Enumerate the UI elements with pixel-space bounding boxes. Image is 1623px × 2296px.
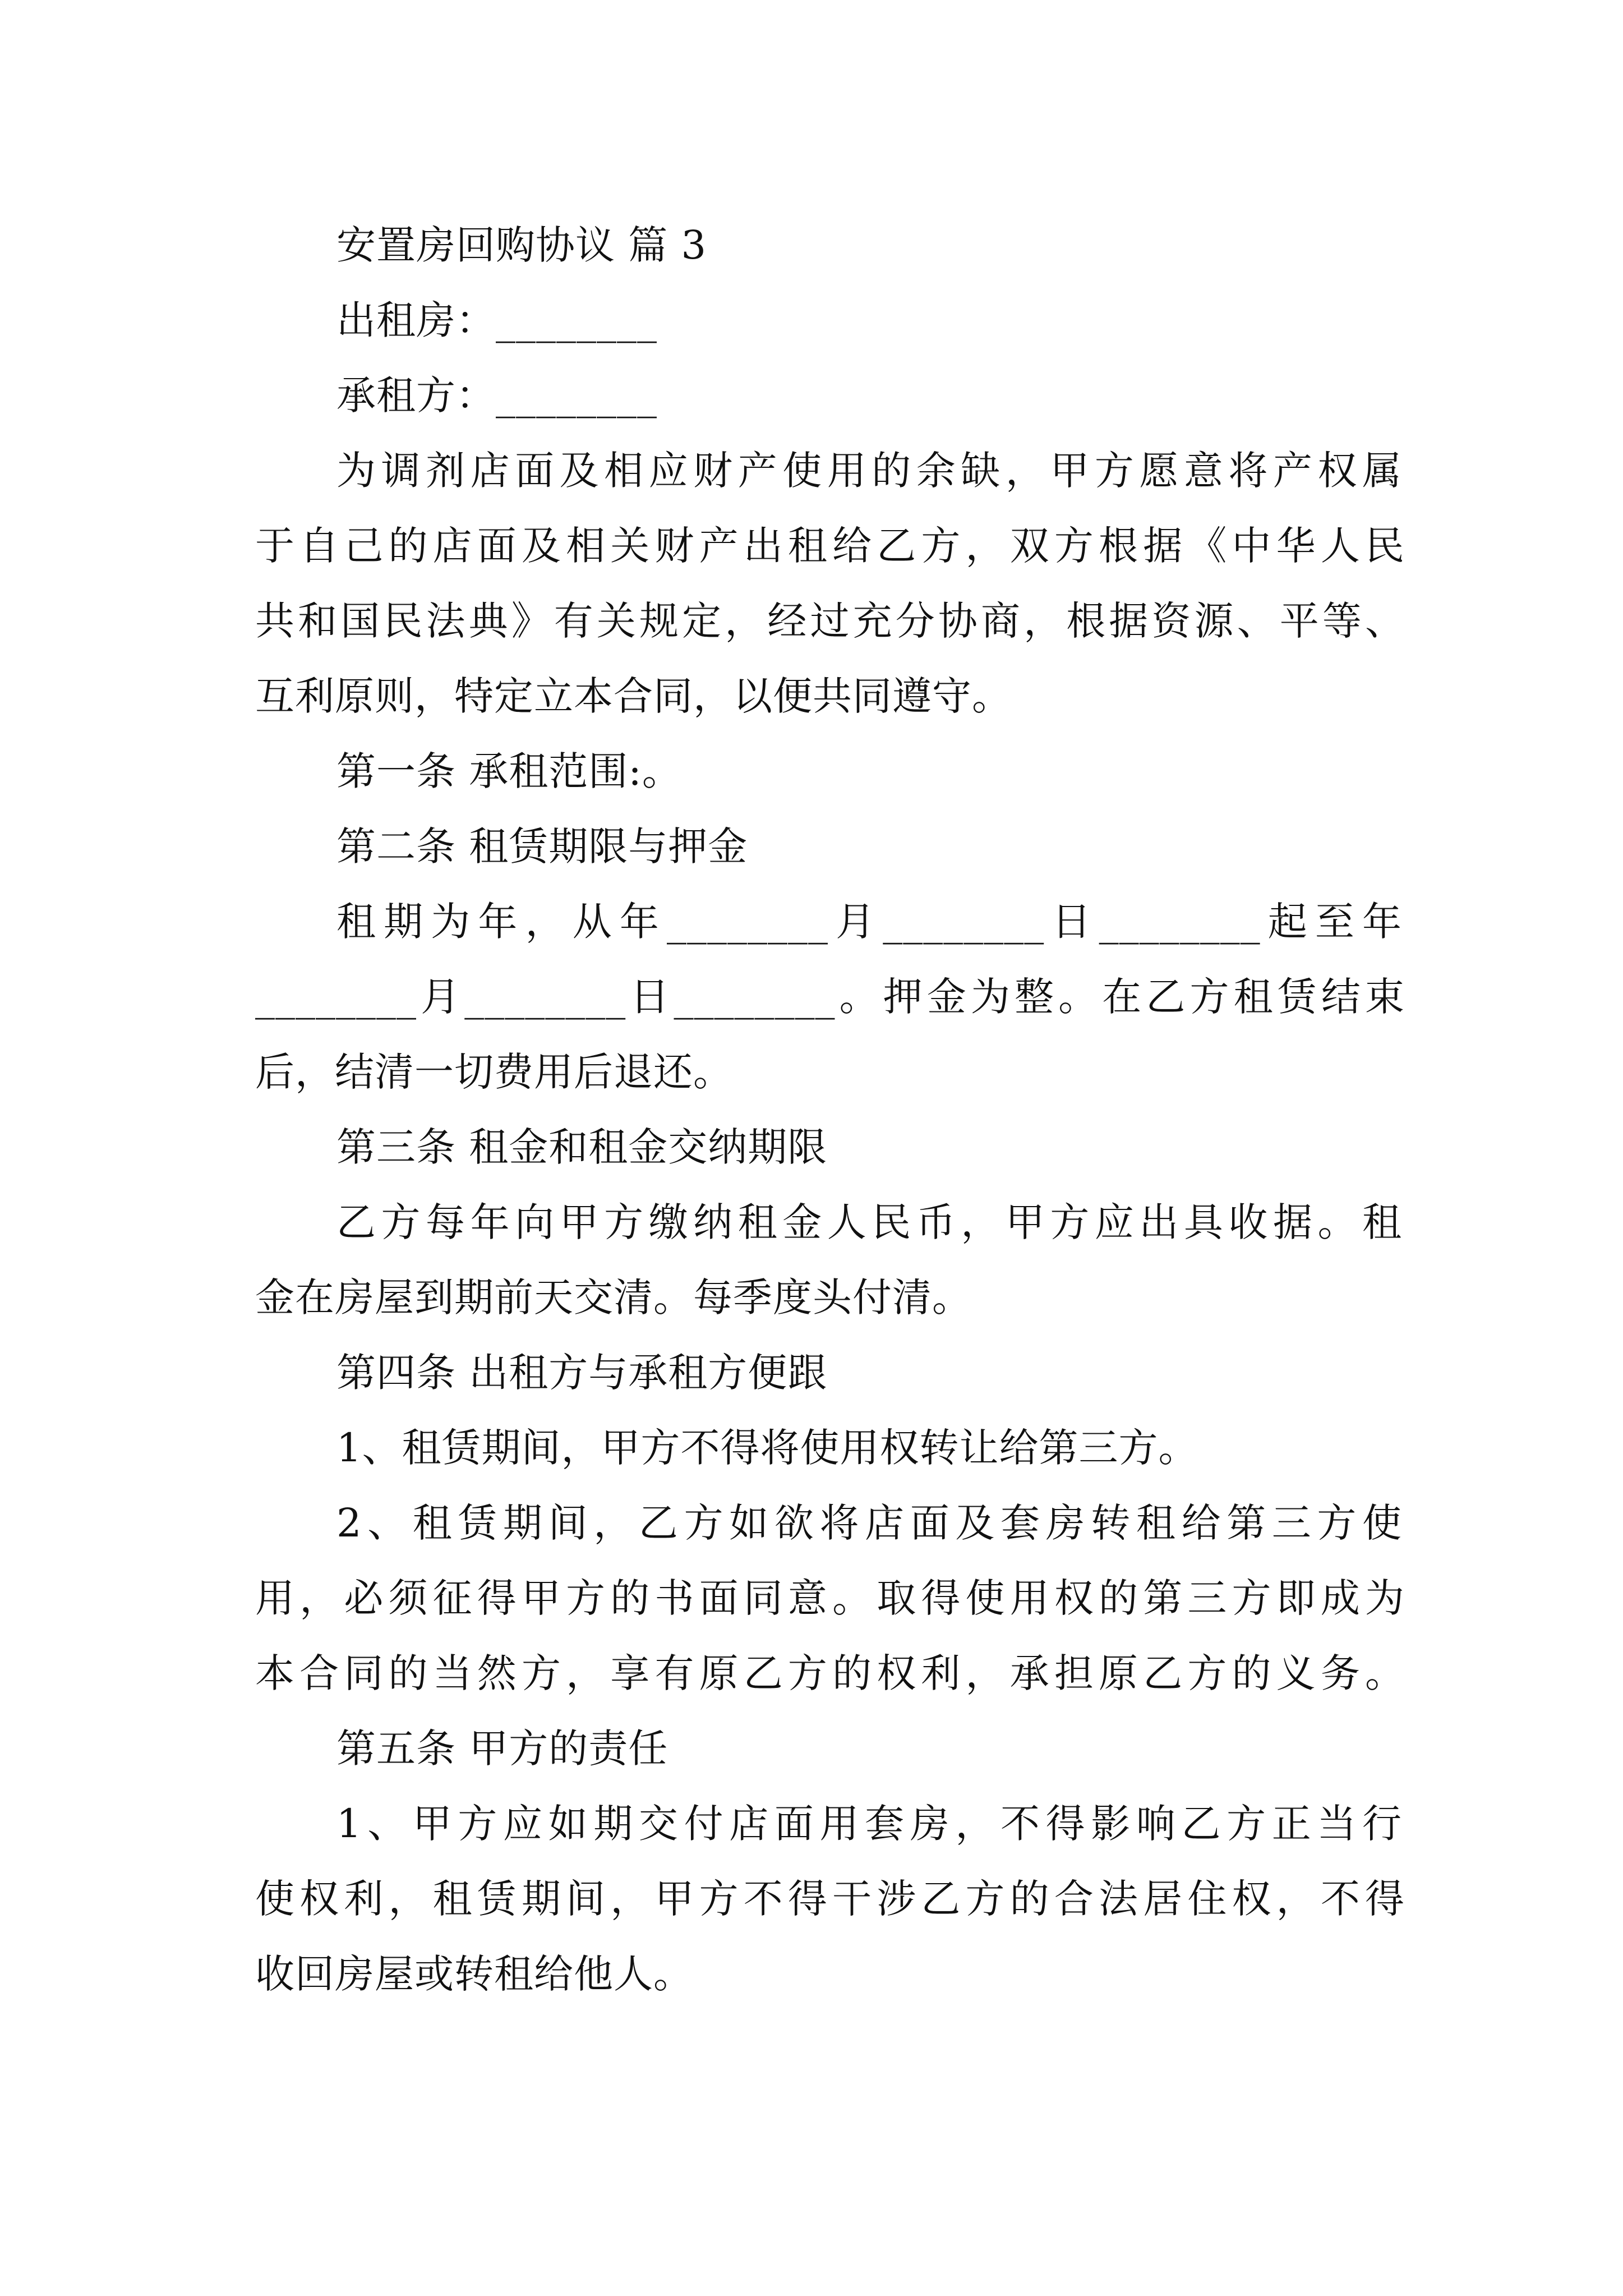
paragraph-line: 租期为年，从年________月________日________起至年 (336, 899, 1402, 945)
article-heading: 第三条 租金和租金交纳期限 (336, 1124, 828, 1170)
paragraph-line: ________月________日________。押金为整。在乙方租赁结束 (255, 974, 1405, 1020)
list-item: 2、租赁期间，乙方如欲将店面及套房转租给第三方使 (336, 1500, 1402, 1546)
list-item: 1、租赁期间，甲方不得将使用权转让给第三方。 (336, 1425, 1198, 1471)
paragraph-line: 使权利，租赁期间，甲方不得干涉乙方的合法居住权，不得 (255, 1876, 1405, 1922)
paragraph-line: 金在房屋到期前天交清。每季度头付清。 (255, 1274, 972, 1320)
paragraph-line: 互利原则，特定立本合同，以便共同遵守。 (255, 673, 1012, 719)
paragraph-line: 于自己的店面及相关财产出租给乙方，双方根据《中华人民 (255, 523, 1405, 569)
lessee-line: 承租方：________ (336, 372, 657, 418)
paragraph-line: 本合同的当然方，享有原乙方的权利，承担原乙方的义务。 (255, 1650, 1405, 1696)
document-title: 安置房回购协议 篇 3 (336, 222, 707, 268)
article-heading: 第五条 甲方的责任 (336, 1726, 668, 1772)
paragraph-line: 为调剂店面及相应财产使用的余缺，甲方愿意将产权属 (336, 448, 1402, 494)
article-heading: 第二条 租赁期限与押金 (336, 823, 748, 869)
paragraph-line: 用，必须征得甲方的书面同意。取得使用权的第三方即成为 (255, 1575, 1405, 1621)
paragraph-line: 收回房屋或转租给他人。 (255, 1951, 693, 1997)
paragraph-line: 共和国民法典》有关规定，经过充分协商，根据资源、平等、 (255, 598, 1405, 644)
lessor-line: 出租房：________ (336, 297, 657, 343)
paragraph-line: 乙方每年向甲方缴纳租金人民币，甲方应出具收据。租 (336, 1199, 1402, 1245)
paragraph-line: 后，结清一切费用后退还。 (255, 1049, 733, 1095)
article-heading: 第一条 承租范围:。 (336, 748, 682, 794)
list-item: 1、甲方应如期交付店面用套房，不得影响乙方正当行 (336, 1801, 1402, 1847)
article-heading: 第四条 出租方与承租方便跟 (336, 1350, 828, 1396)
